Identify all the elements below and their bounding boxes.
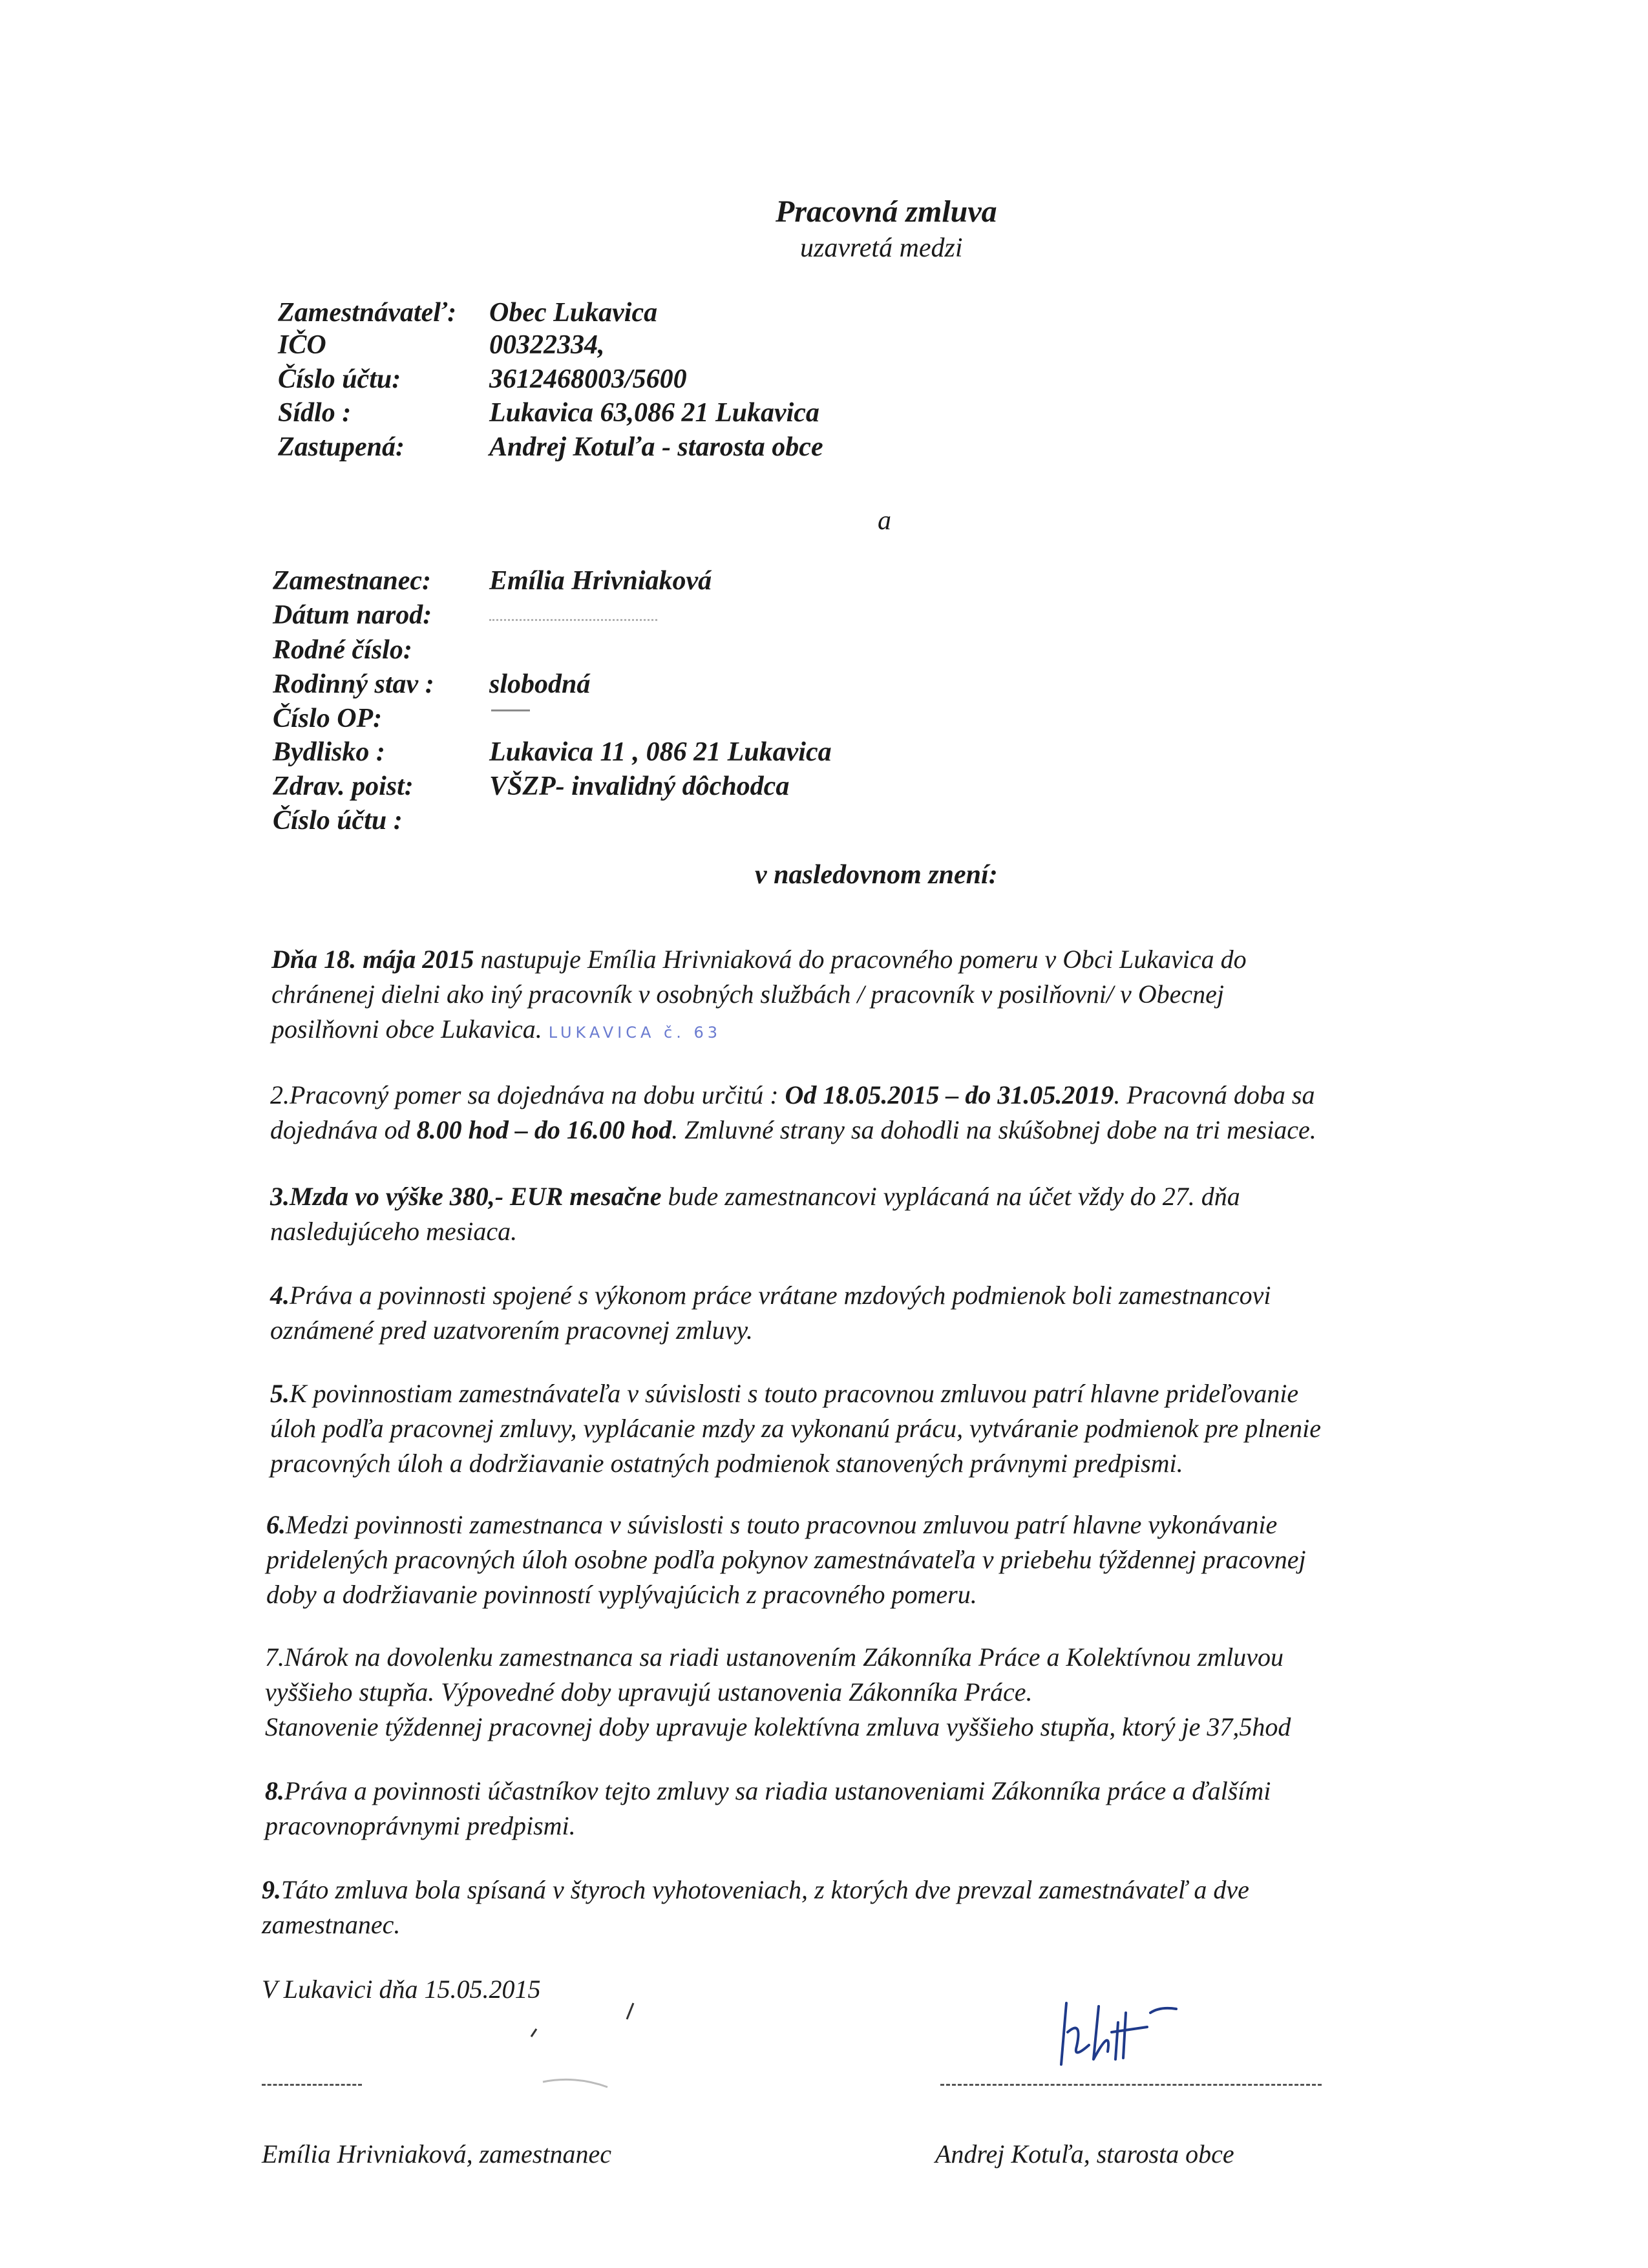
employer-signature-line <box>940 2084 1322 2086</box>
employee-birth-number-label: Rodné číslo: <box>273 635 412 665</box>
employee-address: Lukavica 11 , 086 21 Lukavica <box>489 737 832 767</box>
clause-5-line-3: pracovných úloh a dodržiavanie ostatných podmienok stanovených právnymi predpismi. <box>270 1449 1183 1478</box>
clause-2-text-c: . Pracovná doba sa <box>1114 1080 1315 1109</box>
clause-2-text-a: 2.Pracovný pomer sa dojednáva na dobu určitú : <box>270 1080 785 1109</box>
clause-9-line-1: Táto zmluva bola spísaná v štyroch vyhotoveniach, z ktorých dve prevzal zamestnávateľ a dve <box>281 1875 1249 1904</box>
clause-1-line-1: nastupuje Emília Hrivniaková do pracovného pomeru v Obci Lukavica do <box>474 945 1247 974</box>
document-title: Pracovná zmluva <box>776 194 997 229</box>
redacted-birth-date <box>489 619 657 623</box>
clause-2 <box>270 1078 1530 1148</box>
employer-ico-label: IČO <box>278 330 326 360</box>
employee-birth-date-label: Dátum narod: <box>273 600 432 630</box>
employer-signature <box>1053 1987 1189 2071</box>
clause-9-line-2: zamestnanec. <box>262 1910 401 1939</box>
employer-account-label: Číslo účtu: <box>278 364 401 394</box>
employee-name: Emília Hrivniaková <box>489 566 712 596</box>
employee-address-label: Bydlisko : <box>273 737 385 767</box>
redacted-id-number <box>491 709 530 713</box>
clause-6-number: 6. <box>266 1510 286 1539</box>
employer-represented-label: Zastupená: <box>278 432 405 462</box>
clause-5 <box>270 1376 1530 1481</box>
employee-marital: slobodná <box>489 669 591 699</box>
employee-id-label: Číslo OP: <box>273 704 383 733</box>
clause-3-wage: 3.Mzda vo výške 380,- EUR mesačne <box>270 1182 662 1211</box>
clause-7-line-3: Stanovenie týždennej pracovnej doby upravuje kolektívna zmluva vyššieho stupňa, ktorý je 37,5hod <box>265 1712 1291 1741</box>
employer-ico: 00322334, <box>489 330 605 360</box>
clause-8-line-2: pracovnoprávnymi predpismi. <box>265 1811 576 1840</box>
intro-text: v nasledovnom znení: <box>755 860 998 890</box>
clause-5-line-2: úloh podľa pracovnej zmluvy, vyplácanie mzdy za vykonanú prácu, vytváranie podmienok pre plnenie <box>270 1414 1321 1443</box>
clause-8-line-1: Práva a povinnosti účastníkov tejto zmluvy sa riadia ustanoveniami Zákonníka práce a ďalšími <box>284 1776 1271 1805</box>
handwritten-note: LUKAVICA č. 63 <box>548 1024 722 1042</box>
place-date: V Lukavici dňa 15.05.2015 <box>262 1975 541 2004</box>
clause-4-line-2: oznámené pred uzatvorením pracovnej zmluvy. <box>270 1316 753 1345</box>
clause-2-hours: 8.00 hod – do 16.00 hod <box>416 1115 672 1144</box>
employee-signature-caption: Emília Hrivniaková, zamestnanec <box>262 2139 611 2168</box>
clause-3-line-2: nasledujúceho mesiaca. <box>270 1217 518 1246</box>
clause-6 <box>266 1507 1527 1612</box>
clause-7 <box>265 1640 1525 1745</box>
clause-7-line-2: vyššieho stupňa. Výpovedné doby upravujú ustanovenia Zákonníka Práce. <box>265 1677 1033 1706</box>
clause-1-line-3: posilňovni obce Lukavica. <box>271 1014 542 1044</box>
document-subtitle: uzavretá medzi <box>800 233 963 263</box>
clause-8-number: 8. <box>265 1776 284 1805</box>
clause-2-text-f: . Zmluvné strany sa dohodli na skúšobnej dobe na tri mesiace. <box>671 1115 1316 1144</box>
employer-signature-caption: Andrej Kotuľa, starosta obce <box>935 2139 1234 2168</box>
employer-seat-label: Sídlo : <box>278 398 352 428</box>
clause-6-line-2: pridelených pracovných úloh osobne podľa pokynov zamestnávateľa v priebehu týždennej pracovnej <box>266 1545 1306 1574</box>
clause-2-period: Od 18.05.2015 – do 31.05.2019 <box>785 1080 1114 1109</box>
clause-1 <box>271 942 1532 1050</box>
clause-9 <box>262 1873 1522 1942</box>
employer-seat: Lukavica 63,086 21 Lukavica <box>489 398 819 428</box>
employee-marital-label: Rodinný stav : <box>273 669 434 699</box>
clause-5-line-1: K povinnostiam zamestnávateľa v súvislosti s touto pracovnou zmluvou patrí hlavne prideľovanie <box>290 1379 1299 1408</box>
employee-insurance: VŠZP- invalidný dôchodca <box>489 772 790 801</box>
clause-6-line-1: Medzi povinnosti zamestnanca v súvislosti s touto pracovnou zmluvou patrí hlavne vykonávanie <box>286 1510 1278 1539</box>
clause-8 <box>265 1774 1525 1843</box>
clause-3 <box>270 1179 1530 1249</box>
clause-7-line-1: 7.Nárok na dovolenku zamestnanca sa riadi ustanovením Zákonníka Práce a Kolektívnou zmluvou <box>265 1643 1284 1672</box>
clause-1-date: Dňa 18. mája 2015 <box>271 945 474 974</box>
employee-insurance-label: Zdrav. poist: <box>273 772 414 801</box>
employer-name: Obec Lukavica <box>489 298 658 328</box>
stray-pen-marks <box>517 1997 659 2094</box>
conjunction: a <box>878 506 891 536</box>
clause-3-text: bude zamestnancovi vyplácaná na účet vždy do 27. dňa <box>661 1182 1240 1211</box>
employee-account-label: Číslo účtu : <box>273 806 403 835</box>
clause-4 <box>270 1278 1530 1348</box>
employer-name-label: Zamestnávateľ: <box>278 298 457 328</box>
employee-name-label: Zamestnanec: <box>273 566 431 596</box>
clause-6-line-3: doby a dodržiavanie povinností vyplývajúcich z pracovného pomeru. <box>266 1580 977 1609</box>
clause-4-number: 4. <box>270 1281 290 1310</box>
clause-5-number: 5. <box>270 1379 290 1408</box>
clause-4-line-1: Práva a povinnosti spojené s výkonom práce vrátane mzdových podmienok boli zamestnancovi <box>290 1281 1271 1310</box>
clause-9-number: 9. <box>262 1875 281 1904</box>
employer-represented: Andrej Kotuľa - starosta obce <box>489 432 823 462</box>
employer-account: 3612468003/5600 <box>489 364 687 394</box>
clause-2-text-d: dojednáva od <box>270 1115 417 1144</box>
employee-signature-line <box>262 2084 362 2086</box>
clause-1-line-2: chránenej dielni ako iný pracovník v osobných službách / pracovník v posilňovni/ v Obecnej <box>271 980 1225 1009</box>
